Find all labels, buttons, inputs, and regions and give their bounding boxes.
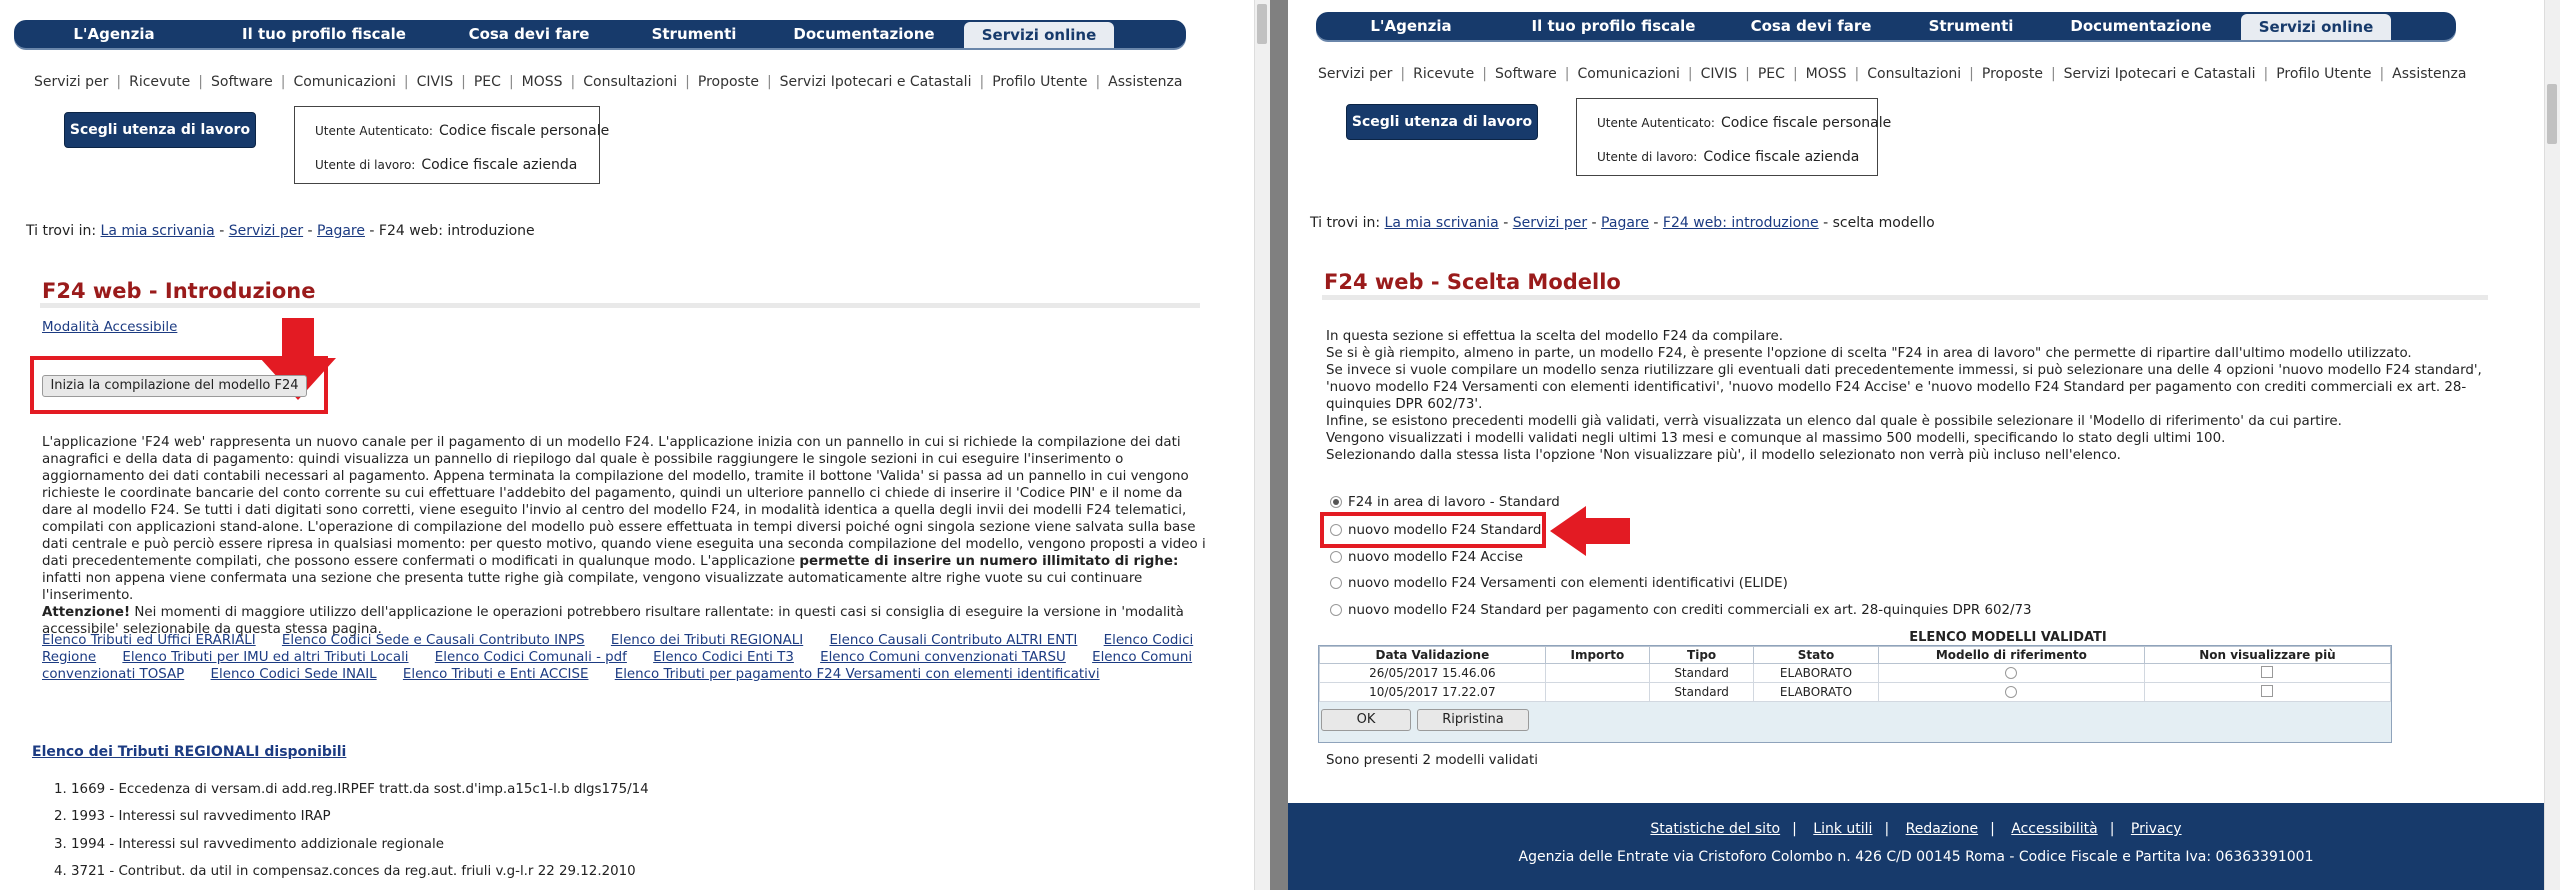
models-summary: Sono presenti 2 modelli validati (1326, 753, 1538, 768)
nav-profilo-fiscale[interactable]: Il tuo profilo fiscale (1531, 17, 1696, 35)
table-row: 10/05/2017 17.22.07 Standard ELABORATO (1320, 683, 2391, 702)
link-elide[interactable]: Elenco Tributi per pagamento F24 Versamenti con elementi identificativi (614, 667, 1100, 682)
nav-profilo-fiscale[interactable]: Il tuo profilo fiscale (242, 25, 406, 43)
subnav-servizi-per[interactable]: Servizi per (34, 74, 109, 90)
subnav-software[interactable]: Software (1495, 66, 1557, 82)
crumb-prefix: Ti trovi in: (26, 223, 97, 239)
highlight-standard-box (1320, 512, 1546, 548)
subnav-consultazioni[interactable]: Consultazioni (1867, 66, 1962, 82)
work-user-label: Utente di lavoro: (315, 158, 416, 172)
checkbox-icon[interactable] (2261, 666, 2273, 678)
link-enti-t3[interactable]: Elenco Codici Enti T3 (653, 650, 794, 665)
link-inail[interactable]: Elenco Codici Sede INAIL (210, 667, 377, 682)
col-importo: Importo (1545, 647, 1649, 664)
subnav-ipotecari[interactable]: Servizi Ipotecari e Catastali (779, 74, 972, 90)
subnav-consultazioni[interactable]: Consultazioni (583, 74, 678, 90)
work-user-value: Codice fiscale azienda (421, 157, 578, 173)
work-user-label: Utente di lavoro: (1597, 150, 1698, 164)
checkbox-icon[interactable] (2261, 685, 2273, 697)
link-imu[interactable]: Elenco Tributi per IMU ed altri Tributi Locali (122, 650, 409, 665)
link-accise[interactable]: Elenco Tributi e Enti ACCISE (402, 667, 589, 682)
subnav-profilo-utente[interactable]: Profilo Utente (2276, 66, 2372, 82)
subnav-comunicazioni[interactable]: Comunicazioni (293, 74, 396, 90)
nav-strumenti[interactable]: Strumenti (651, 25, 737, 43)
scegli-utenza-button[interactable]: Scegli utenza di lavoro (1346, 104, 1538, 140)
crumb-f24-intro[interactable]: F24 web: introduzione (1662, 215, 1819, 231)
subnav-pec[interactable]: PEC (473, 74, 501, 90)
crumb-servizi-per[interactable]: Servizi per (228, 223, 304, 239)
left-scrollbar[interactable] (1254, 0, 1270, 890)
crumb-current: scelta modello (1832, 215, 1935, 231)
option-crediti-commerciali[interactable]: nuovo modello F24 Standard per pagamento con crediti commerciali ex art. 28-quinquies DPR 602/73 (1330, 603, 2032, 618)
regional-item: 1. 1669 - Eccedenza di versam.di add.reg.IRPEF tratt.da sost.d'imp.a15c1-l.b dlgs175/14 (54, 782, 649, 797)
nav-cosa-devi-fare[interactable]: Cosa devi fare (1750, 17, 1872, 35)
footer-privacy[interactable]: Privacy (2130, 821, 2182, 837)
link-codici-comunali[interactable]: Elenco Codici Comunali - pdf (434, 650, 627, 665)
regional-item: 3. 1994 - Interessi sul ravvedimento addizionale regionale (54, 837, 444, 852)
col-tipo: Tipo (1649, 647, 1753, 664)
footer-address: Agenzia delle Entrate via Cristoforo Colombo n. 426 C/D 00145 Roma - Codice Fiscale e Partita Iva: 06363391001 (1518, 849, 2314, 865)
right-scrollbar[interactable] (2544, 0, 2560, 890)
user-info-box (1576, 98, 1892, 176)
link-tosap[interactable]: Elenco Comuni convenzionati TOSAP (42, 650, 1193, 682)
footer: Statistiche del sito | Link utili | Redazione | Accessibilità | Privacy Agenzia delle Entrate via Cristoforo Colombo n. 426 C/D 00145 Roma - Codice Fiscale e Partita Iva: 06363391001 (1288, 803, 2544, 890)
crumb-prefix: Ti trovi in: (1310, 215, 1381, 231)
option-area-lavoro[interactable]: F24 in area di lavoro - Standard (1330, 495, 1560, 510)
table-title: ELENCO MODELLI VALIDATI (1909, 630, 2107, 645)
subnav-software[interactable]: Software (211, 74, 273, 90)
radio-icon[interactable] (1330, 577, 1342, 589)
nav-agenzia[interactable]: L'Agenzia (73, 25, 155, 43)
accessible-mode-link[interactable]: Modalità Accessibile (42, 320, 178, 335)
page-title: F24 web - Scelta Modello (1324, 270, 1621, 294)
red-arrow-left-icon (1550, 506, 1632, 556)
crumb-pagare[interactable]: Pagare (1601, 215, 1649, 231)
user-info-box (294, 106, 610, 184)
auth-user-value: Codice fiscale personale (438, 123, 610, 139)
link-tarsu[interactable]: Elenco Comuni convenzionati TARSU (820, 650, 1066, 665)
intro-text: In questa sezione si effettua la scelta del modello F24 da compilare. Se si è già riempito, almeno in parte, un modello F24, è presente l'opzione di scelta "F24 in area di lavoro" che permette di ripartire dall'ultimo modello utilizzato. Se invece si vuole compilare un modello senza riutilizzare gli eventuali dati precedentemente immessi, si può selezionare una delle 4 opzioni 'nuovo modello F24 standard', 'nuovo modello F24 Versamenti con elementi identificativi', 'nuovo modello F24 Accise' e 'nuovo modello F24 Standard per pagamento con crediti commerciali ex art. 28-quinquies DPR 602/73'. Infine, se esistono precedenti modelli già validati, verrà visualizzata un elenco dal quale è possibile selezionare il 'Modello di riferimento' da cui partire. Vengono visualizzati i modelli validati negli ultimi 13 mesi e comunque al massimo 500 modelli, specificando lo stato degli ultimi 100. Selezionando dalla stessa lista l'opzione 'Non visualizzare più', il modello selezionato non verrà più incluso nell'elenco. (1326, 329, 2482, 463)
link-altri-enti[interactable]: Elenco Causali Contributo ALTRI ENTI (829, 633, 1078, 648)
nav-agenzia[interactable]: L'Agenzia (1370, 17, 1452, 35)
subnav-proposte[interactable]: Proposte (1981, 66, 2043, 82)
start-compilation-button[interactable]: Inizia la compilazione del modello F24 (42, 375, 307, 397)
description-text: L'applicazione 'F24 web' rappresenta un nuovo canale per il pagamento di un modello F24. L'applicazione inizia con un pannello in cui si richiede la compilazione dei dati anagrafici e della data di pagamento: quindi visualizza un pannello di riepilogo dal quale è possibile raggiungere le singole sezioni in cui eseguire l'inserimento o aggiornamento dei dati contabili necessari al pagamento. Appena terminata la compilazione del modello, tramite il bottone 'Valida' si passa ad un pannello in cui vengono richieste le coordinate bancarie del conto corrente su cui effettuare l'addebito del pagamento, quindi un ulteriore pannello ci chiede di inserire il 'Codice PIN' e il nome da dare al modello F24. Se tutti i dati digitati sono corretti, viene eseguito l'invio al centro del modello F24, in modalità identica a quella degli invii dei modelli F24 telematici, compilati con applicazioni stand-alone. L'operazione di compilazione del modello può essere effettuata in tempi diversi poiché ogni singola sezione viene salvata sulla base dati centrale e può perciò essere ripresa in qualsiasi momento: per questo motivo, quando viene eseguita una seconda compilazione del modello, vengono proposti a video i dati precedentemente compilati, che possono essere confermati o modificati in qualunque modo. L'applicazione permette di inserire un numero illimitato di righe: infatti non appena viene confermata una sezione che presenta tutte righe già compilate, vengono visualizzate automaticamente altre righe vuote su cui continuare l'inserimento. Attenzione! Nei momenti di maggiore utilizzo dell'applicazione le operazioni potrebbero risultare rallentate: in questi casi si consiglia di eseguire la versione in 'modalità accessibile' selezionabile da questa stessa pagina. (42, 435, 1206, 637)
title-underline (40, 303, 1200, 308)
description-bold: permette di inserire un numero illimitato di righe: (799, 554, 1179, 569)
sub-navigation: Servizi per | Ricevute | Software | Comunicazioni | CIVIS | PEC | MOSS | Consultazioni | Proposte | Servizi Ipotecari e Catastali | Profilo Utente | Assistenza (1318, 66, 2467, 82)
subnav-assistenza[interactable]: Assistenza (2392, 66, 2467, 82)
subnav-assistenza[interactable]: Assistenza (1108, 74, 1183, 90)
radio-icon[interactable] (1330, 604, 1342, 616)
radio-selected-icon[interactable] (1330, 496, 1342, 508)
subnav-civis[interactable]: CIVIS (416, 74, 454, 90)
link-codici-regione[interactable]: Elenco Codici Regione (42, 633, 1194, 665)
link-inps[interactable]: Elenco Codici Sede e Causali Contributo INPS (281, 633, 585, 648)
footer-statistiche[interactable]: Statistiche del sito (1650, 821, 1781, 837)
left-browser-pane (0, 0, 1270, 890)
subnav-moss[interactable]: MOSS (1805, 66, 1847, 82)
subnav-ricevute[interactable]: Ricevute (129, 74, 191, 90)
models-panel (1318, 645, 2392, 743)
col-non-visualizzare: Non visualizzare più (2144, 647, 2390, 664)
subnav-servizi-per[interactable]: Servizi per (1318, 66, 1393, 82)
crumb-pagare[interactable]: Pagare (317, 223, 365, 239)
nav-documentazione[interactable]: Documentazione (793, 25, 935, 43)
option-nuovo-accise[interactable]: nuovo modello F24 Accise (1330, 550, 1523, 565)
crumb-current: F24 web: introduzione (378, 223, 535, 239)
option-nuovo-elide[interactable]: nuovo modello F24 Versamenti con elementi identificativi (ELIDE) (1330, 576, 1788, 591)
nav-cosa-devi-fare[interactable]: Cosa devi fare (468, 25, 590, 43)
attention-label: Attenzione! (42, 605, 131, 620)
subnav-pec[interactable]: PEC (1757, 66, 1785, 82)
auth-user-label: Utente Autenticato: (1597, 116, 1715, 130)
crumb-servizi-per[interactable]: Servizi per (1512, 215, 1588, 231)
auth-user-label: Utente Autenticato: (315, 124, 433, 138)
radio-icon[interactable] (1330, 551, 1342, 563)
nav-servizi-online[interactable]: Servizi online (964, 22, 1114, 48)
nav-servizi-online[interactable]: Servizi online (2241, 14, 2391, 40)
subnav-comunicazioni[interactable]: Comunicazioni (1577, 66, 1680, 82)
scegli-utenza-button[interactable]: Scegli utenza di lavoro (64, 112, 256, 148)
subnav-moss[interactable]: MOSS (521, 74, 563, 90)
link-regionali[interactable]: Elenco dei Tributi REGIONALI (610, 633, 804, 648)
subnav-proposte[interactable]: Proposte (697, 74, 759, 90)
attention-text: Nei momenti di maggiore utilizzo dell'applicazione le operazioni potrebbero risultare rallentate: in questi casi si consiglia di eseguire la versione in 'modalità accessibile' selezionabile da questa stessa pagina. (42, 605, 1184, 637)
col-riferimento: Modello di riferimento (1878, 647, 2144, 664)
footer-link-utili[interactable]: Link utili (1813, 821, 1873, 837)
link-erariali[interactable]: Elenco Tributi ed Uffici ERARIALI (42, 633, 256, 648)
radio-icon[interactable] (2005, 686, 2017, 698)
subnav-ricevute[interactable]: Ricevute (1413, 66, 1475, 82)
auth-user-value: Codice fiscale personale (1720, 115, 1892, 131)
breadcrumb: Ti trovi in: La mia scrivania - Servizi per - Pagare - F24 web: introduzione - scelta modello (1310, 215, 1935, 231)
regional-item: 4. 3721 - Contribut. da util in compensaz.conces da reg.aut. friuli v.g-l.r 22 29.12.2010 (54, 864, 636, 879)
regional-heading[interactable]: Elenco dei Tributi REGIONALI disponibili (32, 744, 347, 760)
col-data: Data Validazione (1320, 647, 1546, 664)
subnav-ipotecari[interactable]: Servizi Ipotecari e Catastali (2063, 66, 2256, 82)
top-navigation (14, 20, 1186, 48)
radio-icon[interactable] (2005, 667, 2017, 679)
models-table (1319, 646, 2391, 702)
ripristina-button[interactable]: Ripristina (1417, 709, 1529, 731)
title-underline (1322, 295, 2488, 300)
ok-button[interactable]: OK (1321, 709, 1411, 731)
regional-item: 2. 1993 - Interessi sul ravvedimento IRAP (54, 809, 331, 824)
footer-redazione[interactable]: Redazione (1905, 821, 1979, 837)
crumb-scrivania[interactable]: La mia scrivania (100, 223, 215, 239)
top-navigation (1316, 12, 2456, 40)
option-nuovo-standard[interactable]: nuovo modello F24 Standard (1330, 523, 1541, 538)
tributi-links (42, 632, 1222, 683)
right-browser-pane (1288, 0, 2560, 890)
page-title: F24 web - Introduzione (42, 279, 316, 303)
nav-strumenti[interactable]: Strumenti (1928, 17, 2014, 35)
footer-accessibilita[interactable]: Accessibilità (2011, 821, 2098, 837)
breadcrumb: Ti trovi in: La mia scrivania - Servizi per - Pagare - F24 web: introduzione (26, 223, 535, 239)
nav-documentazione[interactable]: Documentazione (2070, 17, 2212, 35)
sub-navigation: Servizi per | Ricevute | Software | Comunicazioni | CIVIS | PEC | MOSS | Consultazioni | Proposte | Servizi Ipotecari e Catastali | Profilo Utente | Assistenza (34, 74, 1183, 90)
subnav-profilo-utente[interactable]: Profilo Utente (992, 74, 1088, 90)
col-stato: Stato (1754, 647, 1879, 664)
subnav-civis[interactable]: CIVIS (1700, 66, 1738, 82)
work-user-value: Codice fiscale azienda (1703, 149, 1860, 165)
crumb-scrivania[interactable]: La mia scrivania (1384, 215, 1499, 231)
table-row: 26/05/2017 15.46.06 Standard ELABORATO (1320, 664, 2391, 683)
